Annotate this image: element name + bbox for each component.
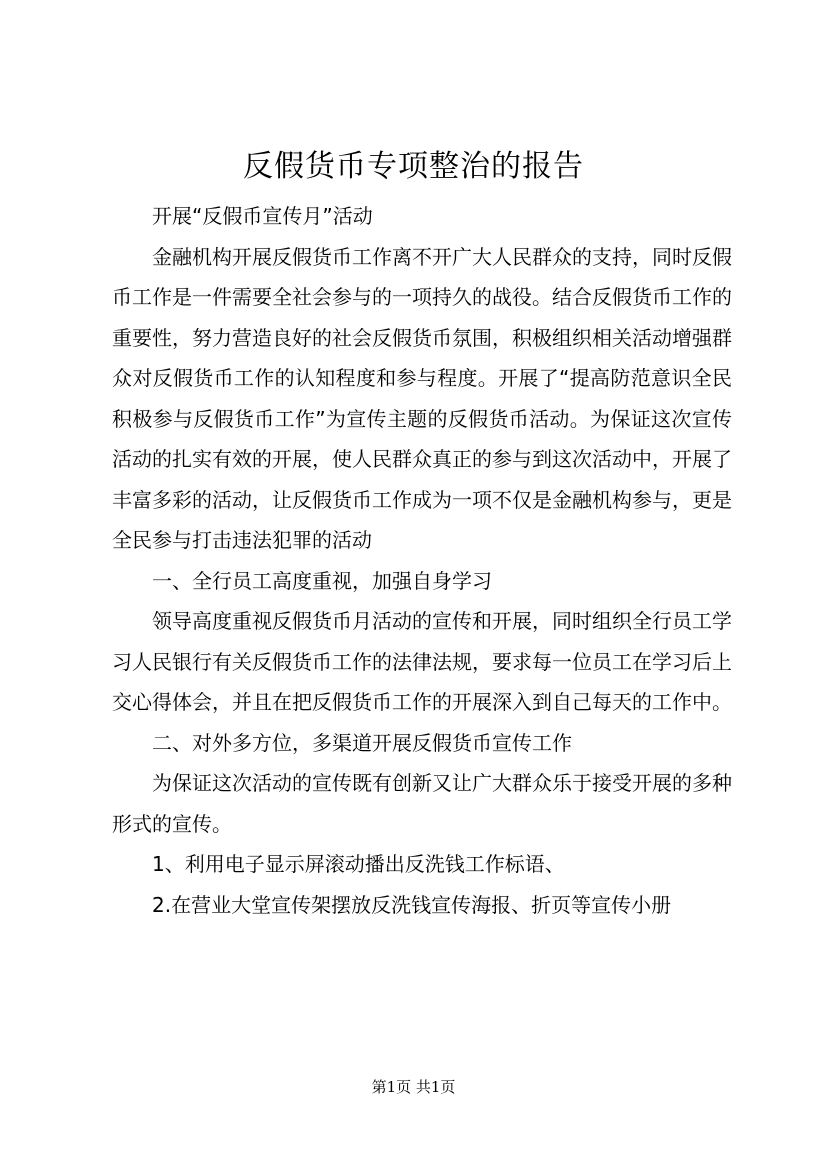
paragraph-section-one-body: 领导高度重视反假货币月活动的宣传和开展，同时组织全行员工学习人民银行有关反假货币工作的法律法规，要求每一位员工在学习后上交心得体会，并且在把反假货币工作的开展深入到自己每天的工作中。	[112, 609, 732, 714]
paragraph-intro: 金融机构开展反假货币工作离不开广大人民群众的支持，同时反假币工作是一件需要全社会参与的一项持久的战役。结合反假货币工作的重要性，努力营造良好的社会反假货币氛围，积极组织相关活动增强群众对反假货币工作的认知程度和参与程度。开展了“提高防范意识全民积极参与反假货币工作”为宣传主题的反假货币活动。为保证这次宣传活动的扎实有效的开展，使人民群众真正的参与到这次活动中，开展了丰富多彩的活动，让反假货币工作成为一项不仅是金融机构参与，更是全民参与打击违法犯罪的活动	[112, 244, 732, 552]
paragraph-section-two-body: 为保证这次活动的宣传既有创新又让广大群众乐于接受开展的多种形式的宣传。	[112, 771, 732, 836]
document-body	[112, 196, 732, 925]
paragraph-section-one-heading: 一、全行员工高度重视，加强自身学习	[152, 568, 492, 593]
document-title: 反假货币专项整治的报告	[243, 149, 584, 184]
paragraph-list-item-2: 2.在营业大堂宣传架摆放反洗钱宣传海报、折页等宣传小册	[152, 892, 672, 917]
paragraph-activity-heading: 开展“反假币宣传月”活动	[152, 204, 373, 228]
paragraph-section-two-heading: 二、对外多方位，多渠道开展反假货币宣传工作	[152, 730, 572, 755]
page-footer: 第1页 共1页	[371, 1078, 456, 1096]
paragraph-list-item-1: 1、利用电子显示屏滚动播出反洗钱工作标语、	[152, 852, 565, 876]
